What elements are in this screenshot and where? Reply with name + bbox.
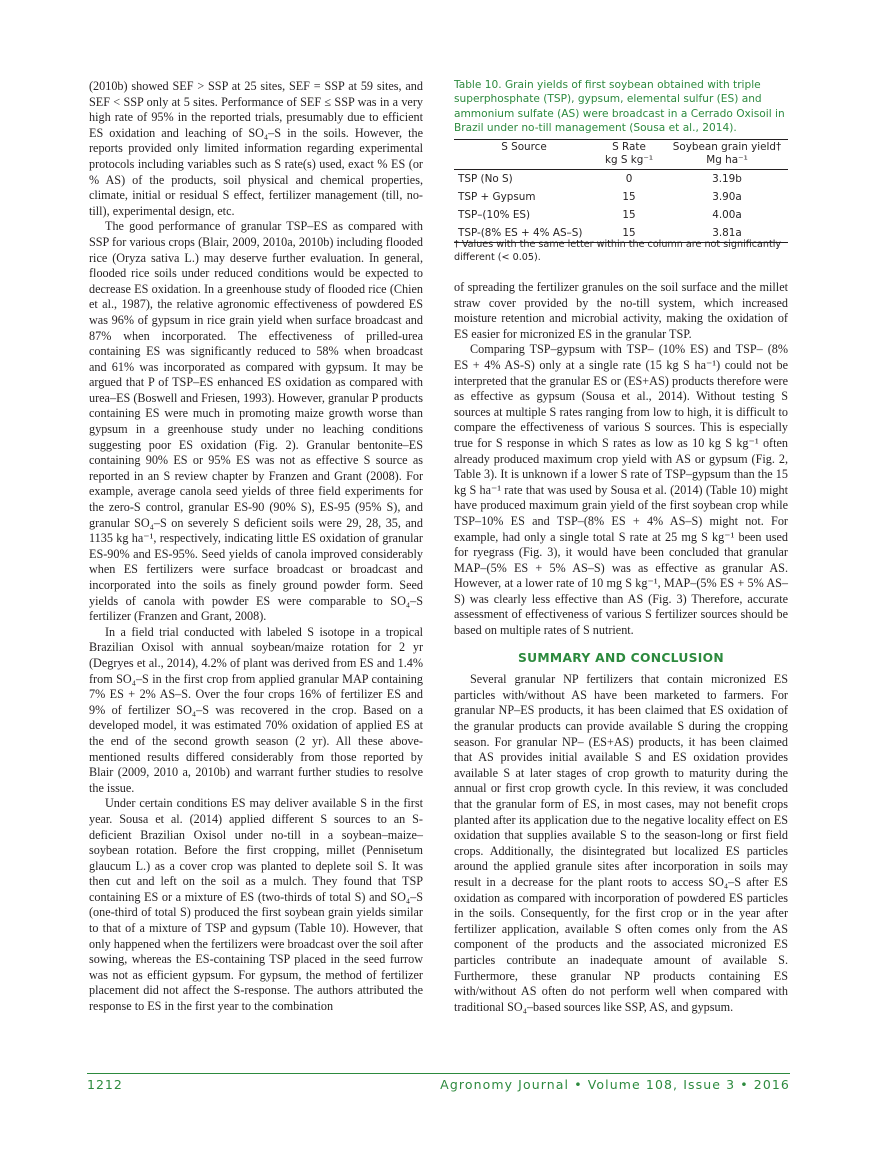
column-header: S Rate: [592, 140, 666, 154]
journal-footer: Agronomy Journal • Volume 108, Issue 3 • 2016: [440, 1077, 790, 1092]
paragraph: (2010b) showed SEF > SSP at 25 sites, SEF = SSP at 59 sites, and SEF < SSP only at 5 sites. Performance of SEF ≤ SSP was in a very high rate of 95% in the reported trials, presumably due to efficient ES oxidation and leaching of SO₄–S in the soils. However, the reports provided only limited information regarding experimental protocols including variables such as S rate(s) used, exact % ES (or % AS) of the products, soil physical and chemical properties, climate, initial or residual S effect, fertilizer management (till, no-till), experimental design, etc.: [89, 79, 423, 218]
table-row: [454, 170, 788, 189]
section-heading: SUMMARY AND CONCLUSION: [517, 650, 725, 665]
unit-cell: Mg ha⁻¹: [666, 153, 788, 170]
paragraph: of spreading the fertilizer granules on the soil surface and the millet straw cover provided by the no-till system, which increased moisture retention and microbial activity, making the oxidation of ES easier for micronized ES in the granular TSP.: [454, 280, 788, 341]
table-cell: 15: [622, 209, 636, 221]
table-units-row: [454, 153, 788, 170]
column-header: S Source: [454, 140, 592, 154]
paragraph: The good performance of granular TSP–ES as compared with SSP for various crops (Blair, 2009, 2010a, 2010b) including flooded rice (Oryza sativa L.) may deserve further evaluation. In general, flooded rice soils under reduced conditions would be expected to decrease ES oxidation. In a greenhouse study of flooded rice (Chien et al., 1987), the relative agronomic effectiveness of powdered ES was 96% of gypsum in rice grain yield when surface broadcast and 87% when incorporated. The effectiveness of prilled-urea containing ES was significantly reduced to 58% when broadcast and 61% was incorporated as compared with gypsum. It may be argued that P of TSP–ES enhanced ES oxidation as compared with urea–ES (Boswell and Friesen, 1993). However, granular P products containing ES were much in promoting maize growth worse than gypsum in a greenhouse study under no leaching conditions suggesting poor ES oxidation (Fig. 2). Granular bentonite–ES containing 90% ES or 95% ES was not as effective S source as reported in an S review chapter by Franzen and Grant (2008). For example, average canola seed yields of three field experiments for the zero-S control, granular ES-90 (90% S), ES-95 (95% S), and granular SO₄–S on severely S deficient soils were 29, 28, 35, and 1135 kg ha⁻¹, respectively, indicating little ES oxidation of granular ES-90% and ES-95%. Seed yields of canola improved considerably when ES fertilizers were surface broadcast or broadcast and incorporated into the soils as finely ground powder form. Seed yields of canola with powder ES were comparable to SO₄–S fertilizer (Franzen and Grant, 2008).: [89, 219, 423, 624]
table-cell: 3.90a: [712, 191, 742, 203]
table-header-row: [454, 140, 788, 154]
table-10: [454, 139, 788, 243]
table-cell: 0: [625, 173, 633, 185]
table-cell: TSP–(10% ES): [458, 209, 531, 221]
paragraph: Comparing TSP–gypsum with TSP– (10% ES) and TSP– (8% ES + 4% AS-S) only at a single rate (15 kg S ha⁻¹) could not be interpreted that the granular ES or (ES+AS) products therefore were as effective as gypsum (Sousa et al., 2014). Without testing S sources at multiple S rates ranging from low to high, it is difficult to compare the effectiveness of various S sources. This is especially true for S response in which S rates as low as 10 kg S kg⁻¹ often already produced maximum crop yield with AS or gypsum (Fig. 2, Table 3). It is unknown if a lower S rate of TSP–gypsum than the 15 kg S ha⁻¹ rate that was used by Sousa et al. (2014) (Table 10) might have produced maximum grain yield of the first soybean crop while TSP–10% ES and TSP–(8% ES + 4% AS–S) might not. For example, had only a single total S rate at 25 mg S kg⁻¹ been used for ryegrass (Fig. 3), it would have been concluded that granular MAP–(5% ES + 5% AS–S) was as effective as granular AS. However, at a lower rate of 10 mg S kg⁻¹, MAP–(5% ES + 5% AS–S) was clearly less effective than AS (Fig. 3) Therefore, accurate assessment of effectiveness of various S fertilizer sources should be based on multiple rates of S nutrient.: [454, 342, 788, 638]
table-cell: 3.19b: [712, 173, 742, 185]
table-row: [454, 206, 788, 224]
table-cell: 15: [592, 224, 666, 243]
footer-divider: [87, 1073, 790, 1074]
paragraph: In a field trial conducted with labeled S isotope in a tropical Brazilian Oxisol with annual soybean/maize rotation for 2 yr (Degryes et al., 2014), 4.2% of plant was derived from ES and 1.4% from SO₄–S in the first crop from applied granular MAP containing 7% ES + 2% AS–S. Over the four crops 16% of fertilizer ES and 9% of fertilizer SO₄–S was recovered in the crop. Based on a developed model, it was estimated 70% oxidation of applied ES at the end of the second growth season (2 yr). All these above-mentioned results differed considerably from those reported by Blair (2009, 2010 a, 2010b) and warrant further studies to resolve the issue.: [89, 624, 423, 795]
page-number: 1212: [87, 1077, 123, 1092]
table-caption: Table 10. Grain yields of first soybean obtained with triple superphosphate (TSP), gypsum, elemental sulfur (ES) and ammonium sulfate (AS) were broadcast in a Cerrado Oxisoil in Brazil under no-till management (Sousa et al., 2014).: [454, 79, 785, 134]
table-footnote: † Values with the same letter within the column are not significantly different (< 0.05).: [454, 239, 782, 263]
paragraph: Several granular NP fertilizers that contain micronized ES particles with/without AS have been marketed to farmers. For granular NP–ES products, it has been claimed that ES oxidation of the granular products can provide available S during the cropping season. For granular NP– (ES+AS) products, it has been claimed that AS provides initial available S and ES oxidation provides available S at later stages of crop growth to maturity during the annual or first crop growth cycle. In this review, it was concluded that the granular form of ES, in most cases, may not benefit crops planted after its application due to the negative locality effect on ES oxidation that supplies available S to the season-long or first field crops. Additionally, the disintegrated but localized ES particles around the applied granule sites after incorporation in soils may result in a decrease for the plant roots to access SO₄–S after ES oxidation as compared with incorporation of powdered ES particles in the soils. Consequently, for the first crop or in the year after fertilizer application, available S often comes only from the AS component of the products and the associated micronized ES particles contribute an inadequate amount of available S. Furthermore, these granular NP products containing ES with/without AS often do not perform well when compared with traditional SO₄–based sources like SSP, AS, and gypsum.: [454, 672, 788, 1014]
unit-cell: [454, 153, 592, 170]
table-cell: 4.00a: [712, 209, 742, 221]
table-cell: TSP (No S): [458, 173, 513, 185]
right-text-column: [454, 280, 788, 1015]
table-cell: 15: [622, 191, 636, 203]
column-header: Soybean grain yield†: [666, 140, 788, 154]
table-row: [454, 188, 788, 206]
table-cell: TSP + Gypsum: [458, 191, 536, 203]
table-cell: TSP-(8% ES + 4% AS–S): [454, 224, 592, 243]
unit-cell: kg S kg⁻¹: [592, 153, 666, 170]
table-cell: 3.81a: [666, 224, 788, 243]
paragraph: Under certain conditions ES may deliver available S in the first year. Sousa et al. (2014) applied different S sources to an S-deficient Brazilian Oxisol under no-till in a soybean–maize–soybean rotation. Before the first cropping, millet (Pennisetum glaucum L.) as a cover crop was planted to deplete soil S. It was then cut and left on the soil as a mulch. They found that TSP containing ES or a mixture of ES (two-thirds of total S) and SO₄–S (one-third of total S) produced the first soybean grain yields similar to that of a mixture of TSP and gypsum (Table 10). However, that only happened when the fertilizers were broadcast over the soil after sowing, whereas the ES-containing TSP placed in the seed furrow was not as efficient gypsum. For gypsum, the method of fertilizer placement did not affect the S-response. The authors attributed the response to ES in the first year to the combination: [89, 796, 423, 1014]
left-text-column: [89, 79, 423, 1015]
